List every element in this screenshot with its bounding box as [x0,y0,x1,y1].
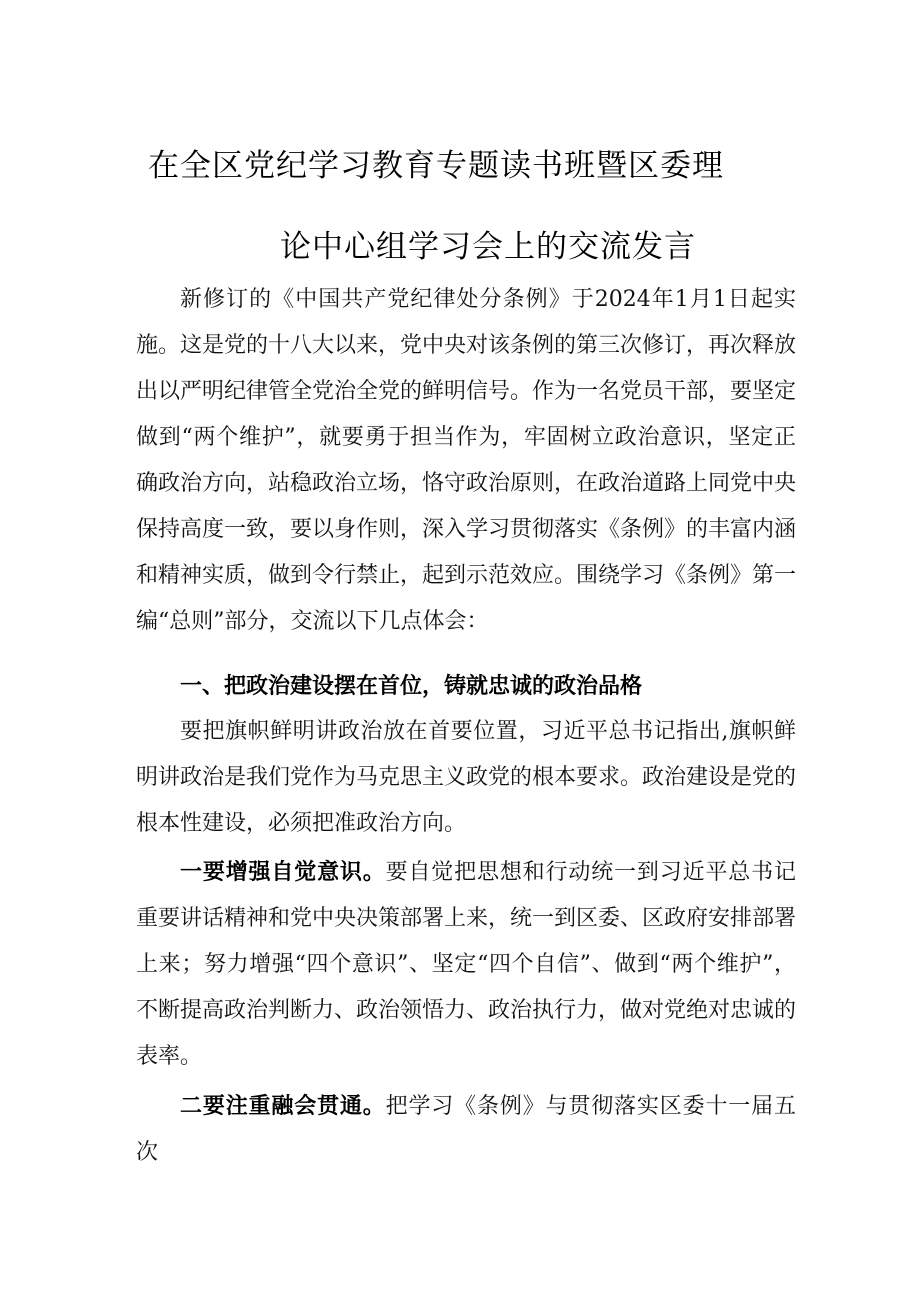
point-2-text: 把学习《条例》与贯彻落实区委十一届五次 [136,1094,796,1165]
document-title-line-2: 论中心组学习会上的交流发言 [280,229,696,265]
document-title-line-1: 在全区党纪学习教育专题读书班暨区委理 [148,148,724,184]
point-2-lead: 二要注重融会贯通。 [180,1093,386,1119]
point-1-paragraph [136,849,796,1080]
intro-paragraph: 新修订的《中国共产党纪律处分条例》于2024年1月1日起实施。这是党的十八大以来，党中央对该条例的第三次修订，再次释放出以严明纪律管全党治全党的鲜明信号。作为一名党员干部，要坚定做到“两个维护”，就要勇于担当作为，牢固树立政治意识，坚定正确政治方向，站稳政治立场，恪守政治原则，在政治道路上同党中央保持高度一致，要以身作则，深入学习贯彻落实《条例》的丰富内涵和精神实质，做到令行禁止，起到示范效应。围绕学习《条例》第一编“总则”部分，交流以下几点体会： [136,287,797,634]
point-2-paragraph [136,1083,796,1176]
point-1-text: 要自觉把思想和行动统一到习近平总书记重要讲话精神和党中央决策部署上来，统一到区委、区政府安排部署上来；努力增强“四个意识”、坚定“四个自信”、做到“两个维护”，不断提高政治判断力、政治领悟力、政治执行力，做对党绝对忠诚的表率。 [136,860,797,1069]
section-1-paragraph: 要把旗帜鲜明讲政治放在首要位置，习近平总书记指出,旗帜鲜明讲政治是我们党作为马克思主义政党的根本要求。政治建设是党的根本性建设，必须把准政治方向。 [136,719,797,836]
section-heading-1: 一、把政治建设摆在首位，铸就忠诚的政治品格 [180,673,643,699]
point-1-lead: 一要增强自觉意识。 [180,859,386,885]
